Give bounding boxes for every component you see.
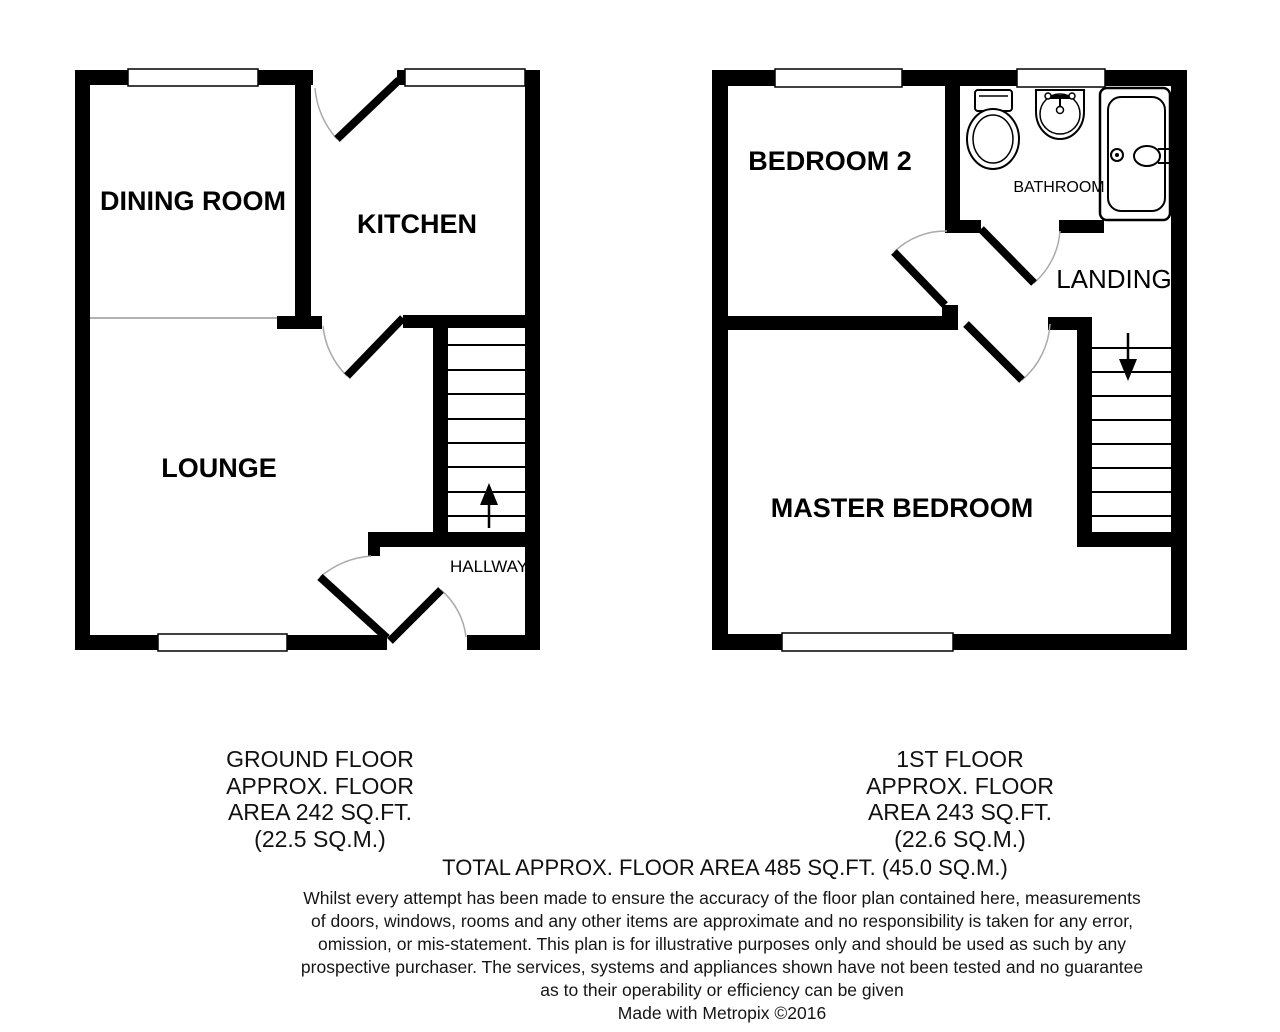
- toilet-cistern: [975, 90, 1012, 111]
- caption-line: prospective purchaser. The services, systems and appliances shown have not been tested and no guarantee: [300, 957, 1144, 977]
- caption-line: as to their operability or efficiency can be given: [540, 980, 904, 1000]
- kitchen-window: [405, 69, 525, 86]
- lounge-window: [158, 634, 287, 651]
- caption-line: (22.6 SQ.M.): [894, 825, 1026, 852]
- lounge-door-leaf: [320, 577, 387, 638]
- wall: [368, 532, 525, 547]
- caption-line: omission, or mis-statement. This plan is for illustrative purposes only and should be used as such by any: [318, 934, 1126, 954]
- wall: [1059, 220, 1104, 233]
- bathroom-door-leaf: [981, 229, 1034, 283]
- total-area-caption: TOTAL APPROX. FLOOR AREA 485 SQ.FT. (45.0 SQ.M.): [442, 855, 1008, 880]
- caption-line: Made with Metropix ©2016: [617, 1003, 827, 1023]
- kitchen-back-door-leaf: [337, 80, 399, 139]
- caption-line: 1ST FLOOR: [896, 746, 1024, 772]
- wall: [1077, 532, 1171, 547]
- caption-line: APPROX. FLOOR: [226, 772, 414, 799]
- bedroom-2-door-swing-arc: [894, 231, 947, 252]
- stairs-down-arrow-head: [1119, 359, 1137, 381]
- wall: [1171, 70, 1187, 650]
- ground-floor-plan: [75, 68, 540, 652]
- wall: [277, 316, 322, 329]
- wall: [712, 70, 728, 650]
- wall: [728, 316, 958, 330]
- room-label-landing: LANDING: [1056, 264, 1172, 294]
- lounge-door-swing-arc: [320, 556, 371, 577]
- room-label-dining-room: DINING ROOM: [100, 186, 286, 216]
- front-door-swing-arc: [441, 590, 466, 637]
- caption-line: APPROX. FLOOR: [866, 772, 1054, 799]
- toilet-bowl-inner: [973, 115, 1013, 163]
- sink-tap-left: [1045, 93, 1051, 99]
- dining-room-window: [128, 69, 258, 86]
- wall: [368, 532, 380, 556]
- wall: [945, 86, 960, 233]
- sink-drain: [1057, 107, 1064, 114]
- first-floor-caption: [760, 746, 1160, 852]
- caption-line: GROUND FLOOR: [226, 746, 414, 772]
- master-bedroom-window: [782, 633, 953, 651]
- back-door-opening: [313, 68, 397, 87]
- bathtub-overflow-dot: [1116, 154, 1119, 157]
- wall: [403, 315, 525, 328]
- sink-tap-right: [1069, 93, 1075, 99]
- room-label-hallway: HALLWAY: [449, 557, 529, 576]
- room-label-master-bedroom: MASTER BEDROOM: [770, 493, 1034, 523]
- room-label-bedroom-2: BEDROOM 2: [748, 146, 912, 176]
- caption-line: AREA 243 SQ.FT.: [867, 799, 1053, 825]
- wall: [75, 70, 90, 650]
- room-label-lounge: LOUNGE: [161, 453, 277, 483]
- wall: [295, 85, 311, 316]
- room-label-bathroom: BATHROOM: [1013, 179, 1105, 196]
- bedroom-2-door-leaf: [894, 252, 945, 305]
- ground-floor-caption: [120, 746, 520, 852]
- wall: [433, 315, 448, 537]
- caption-line: AREA 242 SQ.FT.: [227, 799, 413, 825]
- bedroom-2-window: [775, 69, 902, 87]
- master-bedroom-door-swing-arc: [1022, 324, 1050, 380]
- stairs-up-arrow-head: [480, 483, 498, 505]
- kitchen-hallway-door-swing-arc: [323, 326, 347, 376]
- master-bedroom-door-leaf: [966, 324, 1022, 380]
- first-floor-plan: [712, 69, 1187, 651]
- kitchen-back-door-swing-arc: [315, 88, 337, 139]
- kitchen-hallway-door-leaf: [347, 318, 403, 376]
- room-label-kitchen: KITCHEN: [357, 209, 477, 239]
- caption-line: (22.5 SQ.M.): [254, 825, 386, 852]
- wall: [945, 220, 981, 233]
- disclaimer-text: [222, 887, 1222, 1025]
- bathtub-tap: [1134, 146, 1160, 166]
- wall: [75, 635, 540, 650]
- wall: [1077, 317, 1092, 547]
- caption-line: of doors, windows, rooms and any other items are approximate and no responsibility is taken for any error,: [311, 911, 1133, 931]
- bathroom-window: [1017, 69, 1105, 87]
- caption-line: Whilst every attempt has been made to ensure the accuracy of the floor plan contained here, measurements: [303, 888, 1141, 908]
